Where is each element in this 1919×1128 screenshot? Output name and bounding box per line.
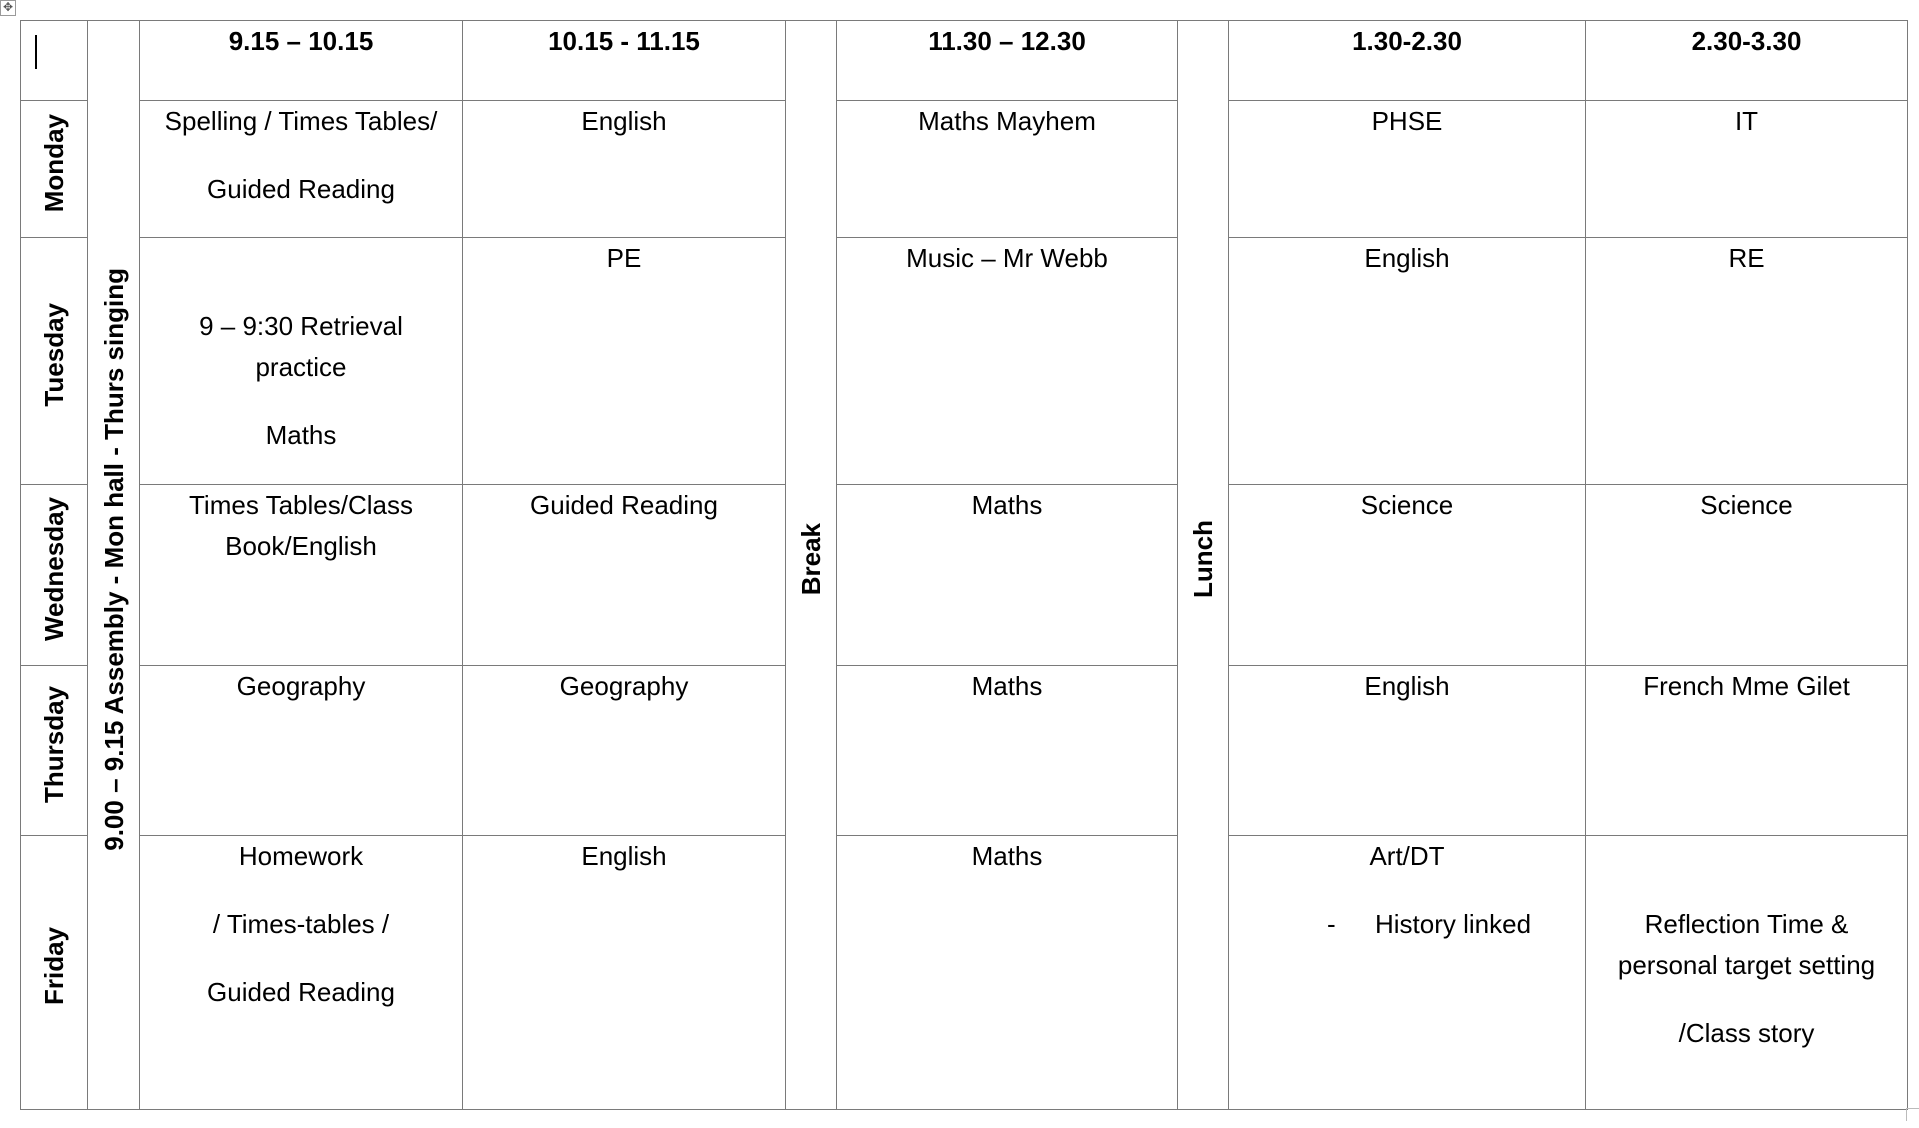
lesson-text: Book/English	[225, 531, 377, 561]
lesson-cell: Maths	[837, 485, 1178, 666]
day-cell-monday	[21, 101, 88, 238]
lesson-cell	[1229, 836, 1586, 1110]
lesson-cell: RE	[1586, 238, 1908, 485]
table-row-monday	[21, 101, 1908, 238]
lesson-cell: English	[463, 836, 786, 1110]
time-header-slot3: 11.30 – 12.30	[837, 21, 1178, 101]
lesson-text: 9 – 9:30 Retrieval	[199, 311, 403, 341]
lesson-cell	[140, 101, 463, 238]
day-label-thursday: Thursday	[39, 685, 69, 804]
lesson-cell: Science	[1586, 485, 1908, 666]
lesson-cell	[140, 485, 463, 666]
lesson-cell: Maths Mayhem	[837, 101, 1178, 238]
break-cell	[786, 21, 837, 1110]
table-row-friday	[21, 836, 1908, 1110]
lesson-cell	[140, 238, 463, 485]
bullet-dash: -	[1327, 909, 1336, 939]
lesson-cell	[140, 836, 463, 1110]
lesson-cell: Geography	[140, 666, 463, 836]
lunch-cell	[1178, 21, 1229, 1110]
lesson-text: personal target setting	[1617, 950, 1876, 980]
lesson-cell	[1586, 836, 1908, 1110]
day-label-wednesday: Wednesday	[39, 496, 69, 641]
time-header-slot1: 9.15 – 10.15	[140, 21, 463, 101]
lesson-text: Reflection Time &	[1644, 909, 1849, 939]
lesson-cell: Maths	[837, 666, 1178, 836]
assembly-label: 9.00 – 9.15 Assembly - Mon hall - Thurs singing	[98, 267, 129, 851]
lesson-cell: Music – Mr Webb	[837, 238, 1178, 485]
lesson-cell: English	[463, 101, 786, 238]
lesson-text: Times Tables/Class	[189, 490, 413, 520]
table-row-wednesday	[21, 485, 1908, 666]
resize-corner-mark[interactable]	[1906, 1108, 1919, 1121]
lesson-cell: Guided Reading	[463, 485, 786, 666]
lesson-text: Guided Reading	[207, 977, 395, 1007]
lesson-cell: Science	[1229, 485, 1586, 666]
lesson-cell: English	[1229, 238, 1586, 485]
lesson-text: History linked	[1375, 909, 1532, 939]
lesson-cell: Geography	[463, 666, 786, 836]
time-header-slot5: 2.30-3.30	[1586, 21, 1908, 101]
lesson-cell: English	[1229, 666, 1586, 836]
lesson-text: Homework	[238, 841, 364, 871]
lesson-text: Guided Reading	[207, 174, 395, 204]
corner-cell[interactable]	[21, 21, 88, 101]
bullet-item	[1229, 904, 1585, 945]
day-cell-wednesday	[21, 485, 88, 666]
day-label-tuesday: Tuesday	[39, 303, 69, 407]
time-header-slot2: 10.15 - 11.15	[463, 21, 786, 101]
time-header-slot4: 1.30-2.30	[1229, 21, 1586, 101]
lesson-text: Maths	[265, 420, 337, 450]
lesson-cell: PE	[463, 238, 786, 485]
lesson-cell: PHSE	[1229, 101, 1586, 238]
table-row-tuesday	[21, 238, 1908, 485]
day-label-monday: Monday	[39, 113, 69, 213]
lesson-text: / Times-tables /	[212, 909, 390, 939]
day-cell-thursday	[21, 666, 88, 836]
lesson-text: Spelling / Times Tables/	[164, 106, 438, 136]
class-timetable	[20, 20, 1908, 1110]
lesson-cell: Maths	[837, 836, 1178, 1110]
lesson-text: Art/DT	[1369, 841, 1445, 871]
header-row	[21, 21, 1908, 101]
table-row-thursday	[21, 666, 1908, 836]
lesson-cell: IT	[1586, 101, 1908, 238]
day-cell-tuesday	[21, 238, 88, 485]
day-cell-friday	[21, 836, 88, 1110]
break-label: Break	[796, 522, 826, 596]
table-move-handle-icon[interactable]: ✥	[0, 0, 16, 16]
text-cursor	[35, 35, 37, 69]
lesson-cell: French Mme Gilet	[1586, 666, 1908, 836]
lesson-text: practice	[255, 352, 347, 382]
assembly-cell	[88, 21, 140, 1110]
lunch-label: Lunch	[1188, 520, 1218, 598]
day-label-friday: Friday	[39, 927, 69, 1006]
lesson-text: /Class story	[1678, 1018, 1815, 1048]
